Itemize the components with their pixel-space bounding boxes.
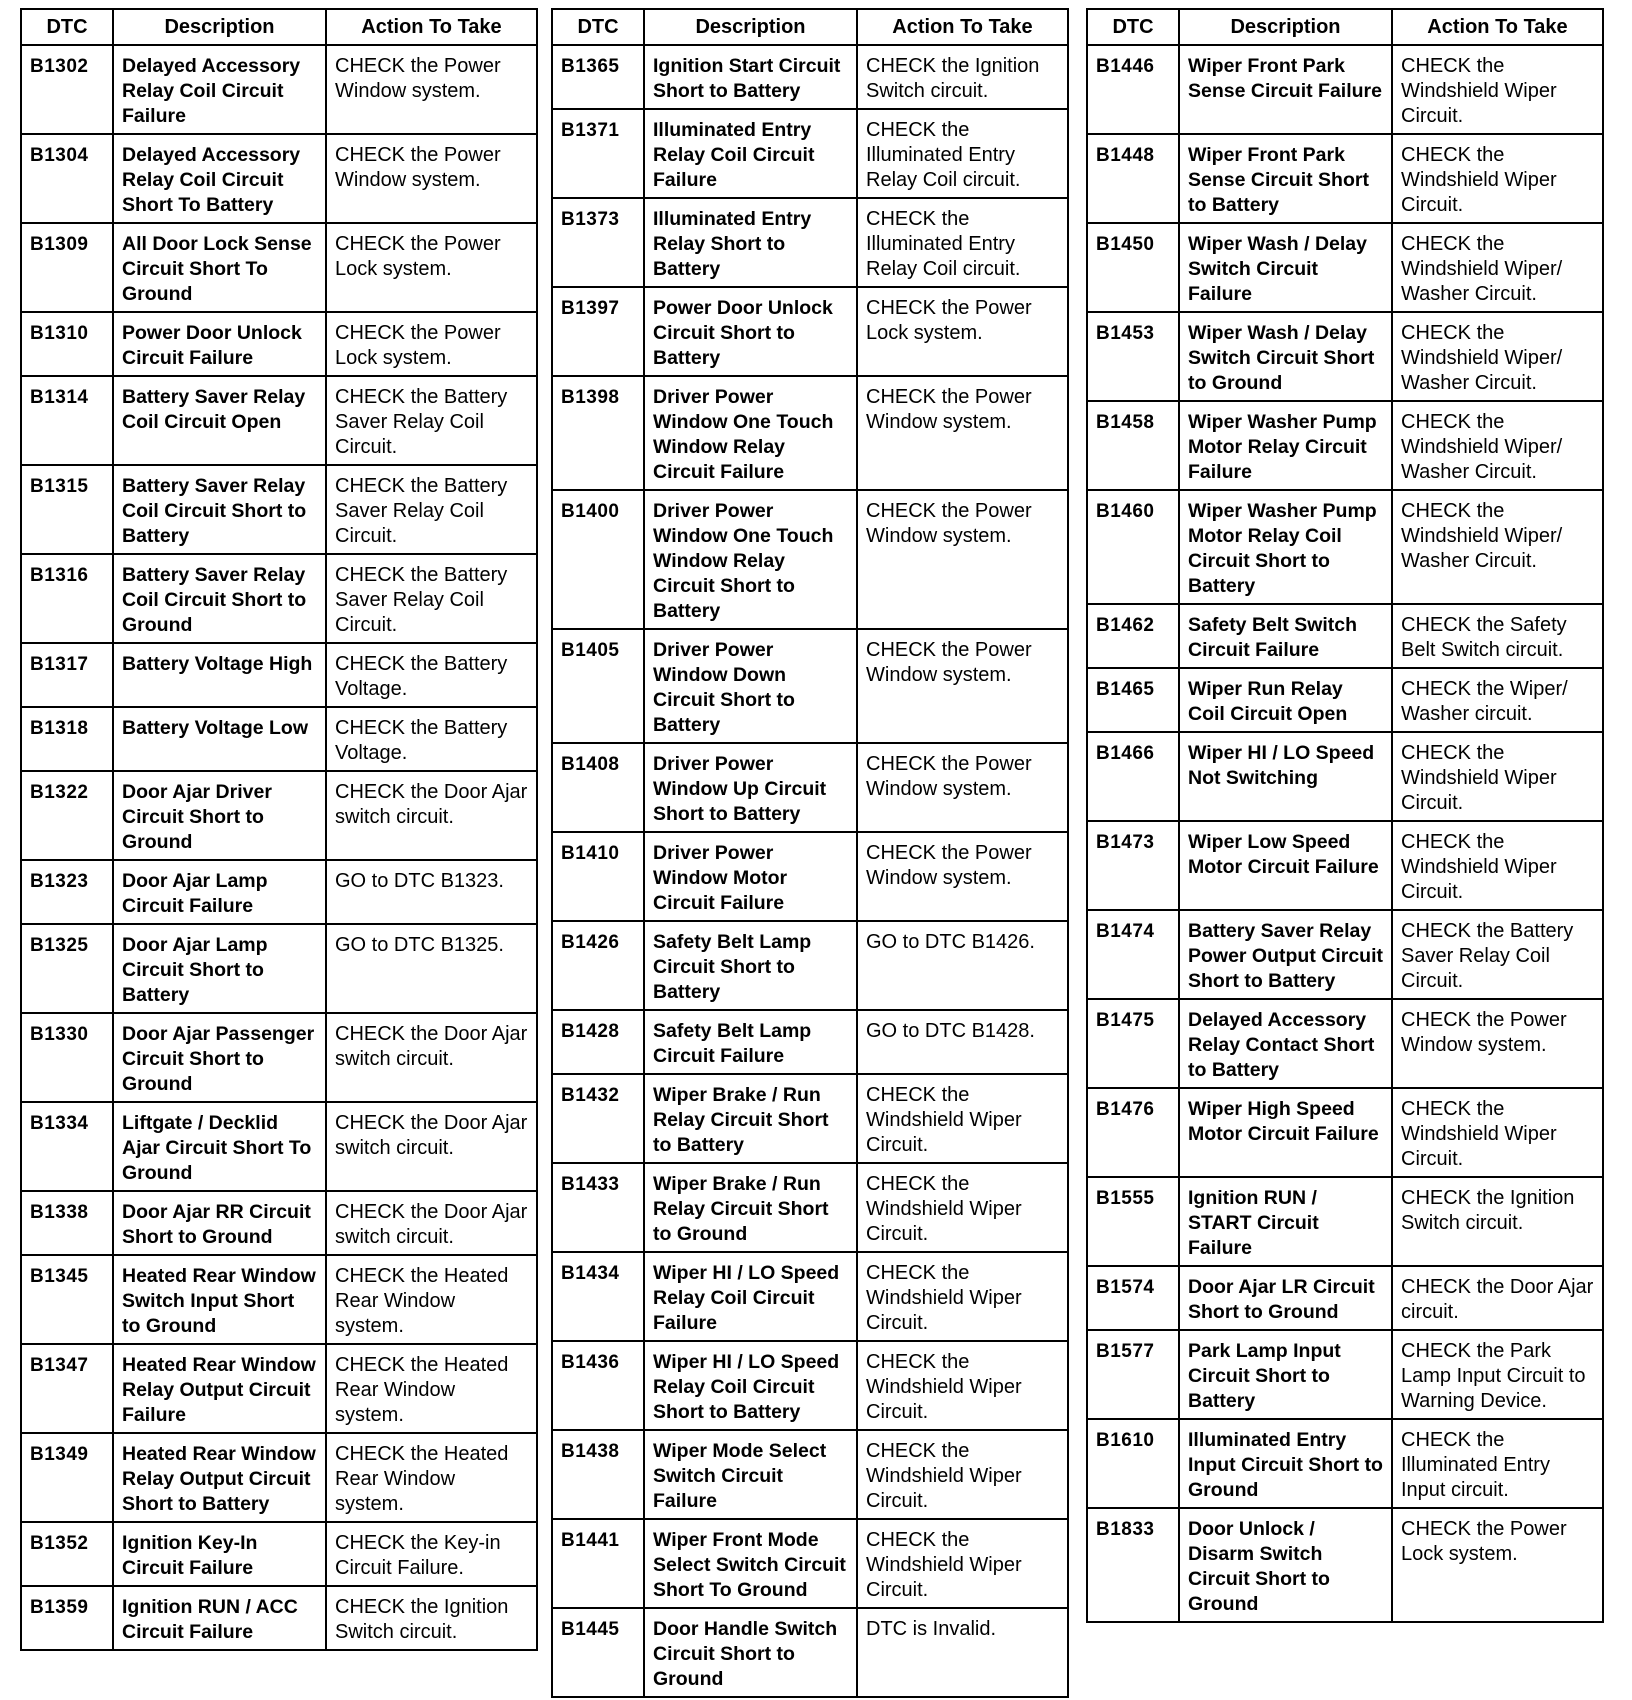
dtc-code-cell: B1465 (1087, 668, 1179, 732)
dtc-code-cell: B1318 (21, 707, 113, 771)
table-row (552, 109, 1068, 198)
table-body (21, 45, 537, 1650)
table-row (21, 312, 537, 376)
description-header: Description (113, 9, 326, 45)
description-cell: Wiper Washer Pump Motor Relay Circuit Failure (1179, 401, 1392, 490)
dtc-code-cell: B1410 (552, 832, 644, 921)
table-row (21, 1433, 537, 1522)
table-header-row (21, 9, 537, 45)
description-cell: Driver Power Window One Touch Window Relay Circuit Failure (644, 376, 857, 490)
dtc-code-cell: B1441 (552, 1519, 644, 1608)
dtc-code-cell: B1338 (21, 1191, 113, 1255)
action-cell: CHECK the Battery Saver Relay Coil Circuit. (326, 376, 537, 465)
dtc-code-cell: B1466 (1087, 732, 1179, 821)
dtc-code-cell: B1433 (552, 1163, 644, 1252)
dtc-code-cell: B1453 (1087, 312, 1179, 401)
table-row (1087, 668, 1603, 732)
table-row (552, 490, 1068, 629)
description-cell: Battery Voltage Low (113, 707, 326, 771)
description-cell: Wiper High Speed Motor Circuit Failure (1179, 1088, 1392, 1177)
action-cell: CHECK the Door Ajar switch circuit. (326, 1013, 537, 1102)
description-cell: Ignition RUN / START Circuit Failure (1179, 1177, 1392, 1266)
table-row (21, 1522, 537, 1586)
table-row (21, 707, 537, 771)
dtc-code-cell: B1574 (1087, 1266, 1179, 1330)
dtc-code-cell: B1577 (1087, 1330, 1179, 1419)
description-cell: Wiper Low Speed Motor Circuit Failure (1179, 821, 1392, 910)
dtc-header: DTC (1087, 9, 1179, 45)
dtc-code-cell: B1325 (21, 924, 113, 1013)
table-row (21, 554, 537, 643)
dtc-code-cell: B1310 (21, 312, 113, 376)
table-row (21, 1191, 537, 1255)
action-cell: CHECK the Illuminated Entry Relay Coil circuit. (857, 109, 1068, 198)
table-row (1087, 821, 1603, 910)
action-cell: CHECK the Ignition Switch circuit. (326, 1586, 537, 1650)
table-row (552, 1074, 1068, 1163)
action-cell: CHECK the Power Window system. (857, 743, 1068, 832)
dtc-code-cell: B1315 (21, 465, 113, 554)
dtc-header: DTC (552, 9, 644, 45)
action-cell: CHECK the Power Window system. (857, 629, 1068, 743)
action-cell: CHECK the Windshield Wiper Circuit. (857, 1074, 1068, 1163)
dtc-code-cell: B1371 (552, 109, 644, 198)
action-cell: CHECK the Battery Voltage. (326, 643, 537, 707)
description-cell: Battery Saver Relay Coil Circuit Open (113, 376, 326, 465)
action-cell: CHECK the Door Ajar circuit. (1392, 1266, 1603, 1330)
table-row (552, 198, 1068, 287)
description-cell: Door Unlock / Disarm Switch Circuit Short to Ground (1179, 1508, 1392, 1622)
dtc-code-cell: B1473 (1087, 821, 1179, 910)
action-cell: CHECK the Power Window system. (857, 376, 1068, 490)
description-cell: Battery Saver Relay Coil Circuit Short to Ground (113, 554, 326, 643)
description-header: Description (644, 9, 857, 45)
description-cell: Wiper Wash / Delay Switch Circuit Failure (1179, 223, 1392, 312)
table-row (552, 921, 1068, 1010)
table-row (1087, 134, 1603, 223)
description-cell: Heated Rear Window Relay Output Circuit Failure (113, 1344, 326, 1433)
table-row (1087, 1088, 1603, 1177)
description-cell: Power Door Unlock Circuit Short to Battery (644, 287, 857, 376)
description-cell: Battery Voltage High (113, 643, 326, 707)
table-row (21, 134, 537, 223)
table-row (1087, 490, 1603, 604)
table-row (21, 465, 537, 554)
description-cell: All Door Lock Sense Circuit Short To Ground (113, 223, 326, 312)
action-cell: CHECK the Battery Voltage. (326, 707, 537, 771)
action-cell: CHECK the Ignition Switch circuit. (857, 45, 1068, 109)
action-cell: CHECK the Windshield Wiper Circuit. (1392, 45, 1603, 134)
dtc-table-column-2 (551, 8, 1069, 1698)
table-row (552, 1519, 1068, 1608)
table-row (1087, 45, 1603, 134)
dtc-code-cell: B1349 (21, 1433, 113, 1522)
dtc-code-cell: B1398 (552, 376, 644, 490)
action-cell: CHECK the Windshield Wiper Circuit. (857, 1519, 1068, 1608)
table-row (1087, 732, 1603, 821)
table-row (1087, 910, 1603, 999)
table-body (1087, 45, 1603, 1622)
description-cell: Wiper Mode Select Switch Circuit Failure (644, 1430, 857, 1519)
description-cell: Heated Rear Window Switch Input Short to Ground (113, 1255, 326, 1344)
description-cell: Door Ajar Driver Circuit Short to Ground (113, 771, 326, 860)
description-cell: Delayed Accessory Relay Coil Circuit Short To Battery (113, 134, 326, 223)
description-cell: Liftgate / Decklid Ajar Circuit Short To Ground (113, 1102, 326, 1191)
description-cell: Driver Power Window Motor Circuit Failure (644, 832, 857, 921)
action-cell: CHECK the Door Ajar switch circuit. (326, 1102, 537, 1191)
table-row (552, 376, 1068, 490)
action-cell: DTC is Invalid. (857, 1608, 1068, 1697)
table-row (1087, 401, 1603, 490)
table-row (1087, 1419, 1603, 1508)
action-cell: CHECK the Windshield Wiper Circuit. (1392, 732, 1603, 821)
table-row (21, 376, 537, 465)
table-row (1087, 604, 1603, 668)
table-row (1087, 1330, 1603, 1419)
description-cell: Battery Saver Relay Power Output Circuit Short to Battery (1179, 910, 1392, 999)
description-cell: Door Ajar LR Circuit Short to Ground (1179, 1266, 1392, 1330)
action-cell: CHECK the Windshield Wiper Circuit. (1392, 821, 1603, 910)
dtc-table-column-3 (1086, 8, 1604, 1623)
action-cell: CHECK the Power Lock system. (326, 223, 537, 312)
action-cell: GO to DTC B1426. (857, 921, 1068, 1010)
action-header: Action To Take (1392, 9, 1603, 45)
description-cell: Illuminated Entry Relay Coil Circuit Failure (644, 109, 857, 198)
description-cell: Wiper Brake / Run Relay Circuit Short to Ground (644, 1163, 857, 1252)
table-header-row (552, 9, 1068, 45)
dtc-code-cell: B1432 (552, 1074, 644, 1163)
description-cell: Illuminated Entry Relay Short to Battery (644, 198, 857, 287)
dtc-code-cell: B1405 (552, 629, 644, 743)
description-cell: Door Ajar Passenger Circuit Short to Ground (113, 1013, 326, 1102)
table-row (552, 743, 1068, 832)
dtc-code-cell: B1359 (21, 1586, 113, 1650)
description-cell: Driver Power Window Down Circuit Short to Battery (644, 629, 857, 743)
action-cell: GO to DTC B1428. (857, 1010, 1068, 1074)
description-cell: Safety Belt Switch Circuit Failure (1179, 604, 1392, 668)
dtc-code-cell: B1475 (1087, 999, 1179, 1088)
table-row (552, 45, 1068, 109)
action-cell: CHECK the Windshield Wiper Circuit. (857, 1430, 1068, 1519)
table-row (1087, 999, 1603, 1088)
action-cell: CHECK the Wiper/ Washer circuit. (1392, 668, 1603, 732)
table-row (21, 1013, 537, 1102)
description-cell: Delayed Accessory Relay Coil Circuit Failure (113, 45, 326, 134)
table-row (21, 45, 537, 134)
action-cell: GO to DTC B1323. (326, 860, 537, 924)
table-row (552, 287, 1068, 376)
description-cell: Ignition Start Circuit Short to Battery (644, 45, 857, 109)
table-row (21, 1586, 537, 1650)
action-cell: CHECK the Windshield Wiper/ Washer Circuit. (1392, 312, 1603, 401)
action-cell: CHECK the Power Window system. (1392, 999, 1603, 1088)
table-row (21, 223, 537, 312)
action-cell: CHECK the Power Lock system. (1392, 1508, 1603, 1622)
action-cell: CHECK the Door Ajar switch circuit. (326, 1191, 537, 1255)
action-cell: CHECK the Power Window system. (857, 490, 1068, 629)
dtc-code-cell: B1555 (1087, 1177, 1179, 1266)
dtc-code-cell: B1322 (21, 771, 113, 860)
table-row (552, 1430, 1068, 1519)
description-cell: Wiper Run Relay Coil Circuit Open (1179, 668, 1392, 732)
dtc-code-cell: B1445 (552, 1608, 644, 1697)
description-cell: Door Handle Switch Circuit Short to Ground (644, 1608, 857, 1697)
table-row (552, 629, 1068, 743)
dtc-code-cell: B1304 (21, 134, 113, 223)
description-cell: Battery Saver Relay Coil Circuit Short to Battery (113, 465, 326, 554)
description-cell: Delayed Accessory Relay Contact Short to Battery (1179, 999, 1392, 1088)
action-cell: CHECK the Door Ajar switch circuit. (326, 771, 537, 860)
table-row (552, 1010, 1068, 1074)
action-cell: CHECK the Power Window system. (326, 45, 537, 134)
table-body (552, 45, 1068, 1697)
dtc-code-cell: B1323 (21, 860, 113, 924)
description-cell: Wiper Front Mode Select Switch Circuit Short To Ground (644, 1519, 857, 1608)
action-header: Action To Take (857, 9, 1068, 45)
dtc-code-cell: B1347 (21, 1344, 113, 1433)
action-cell: CHECK the Windshield Wiper/ Washer Circuit. (1392, 490, 1603, 604)
dtc-code-cell: B1476 (1087, 1088, 1179, 1177)
table-row (552, 1608, 1068, 1697)
dtc-code-cell: B1426 (552, 921, 644, 1010)
table-row (552, 1163, 1068, 1252)
dtc-code-cell: B1833 (1087, 1508, 1179, 1622)
dtc-code-cell: B1330 (21, 1013, 113, 1102)
dtc-code-cell: B1317 (21, 643, 113, 707)
action-cell: CHECK the Windshield Wiper/ Washer Circuit. (1392, 223, 1603, 312)
dtc-code-cell: B1448 (1087, 134, 1179, 223)
dtc-code-cell: B1309 (21, 223, 113, 312)
action-cell: CHECK the Illuminated Entry Relay Coil circuit. (857, 198, 1068, 287)
action-cell: CHECK the Battery Saver Relay Coil Circuit. (1392, 910, 1603, 999)
description-cell: Wiper Brake / Run Relay Circuit Short to Battery (644, 1074, 857, 1163)
description-cell: Wiper Front Park Sense Circuit Short to Battery (1179, 134, 1392, 223)
dtc-code-cell: B1458 (1087, 401, 1179, 490)
action-cell: CHECK the Battery Saver Relay Coil Circuit. (326, 465, 537, 554)
action-cell: CHECK the Heated Rear Window system. (326, 1255, 537, 1344)
description-cell: Wiper HI / LO Speed Relay Coil Circuit Short to Battery (644, 1341, 857, 1430)
dtc-code-cell: B1316 (21, 554, 113, 643)
dtc-code-cell: B1365 (552, 45, 644, 109)
description-cell: Power Door Unlock Circuit Failure (113, 312, 326, 376)
description-cell: Wiper Washer Pump Motor Relay Coil Circuit Short to Battery (1179, 490, 1392, 604)
table-row (1087, 1177, 1603, 1266)
description-cell: Wiper HI / LO Speed Relay Coil Circuit Failure (644, 1252, 857, 1341)
table-row (552, 1341, 1068, 1430)
table-row (21, 924, 537, 1013)
description-cell: Ignition RUN / ACC Circuit Failure (113, 1586, 326, 1650)
table-row (1087, 1508, 1603, 1622)
dtc-code-cell: B1345 (21, 1255, 113, 1344)
action-cell: CHECK the Windshield Wiper Circuit. (857, 1163, 1068, 1252)
table-row (1087, 223, 1603, 312)
action-cell: CHECK the Battery Saver Relay Coil Circuit. (326, 554, 537, 643)
action-cell: CHECK the Power Lock system. (326, 312, 537, 376)
action-cell: CHECK the Windshield Wiper Circuit. (1392, 1088, 1603, 1177)
dtc-code-cell: B1450 (1087, 223, 1179, 312)
action-cell: CHECK the Safety Belt Switch circuit. (1392, 604, 1603, 668)
dtc-code-cell: B1462 (1087, 604, 1179, 668)
action-cell: CHECK the Ignition Switch circuit. (1392, 1177, 1603, 1266)
dtc-code-cell: B1474 (1087, 910, 1179, 999)
action-cell: CHECK the Power Lock system. (857, 287, 1068, 376)
description-cell: Door Ajar Lamp Circuit Failure (113, 860, 326, 924)
table-row (21, 1102, 537, 1191)
table-row (21, 860, 537, 924)
table-row (1087, 1266, 1603, 1330)
dtc-code-cell: B1428 (552, 1010, 644, 1074)
action-cell: CHECK the Illuminated Entry Input circuit. (1392, 1419, 1603, 1508)
action-cell: CHECK the Heated Rear Window system. (326, 1433, 537, 1522)
dtc-code-cell: B1446 (1087, 45, 1179, 134)
action-cell: CHECK the Park Lamp Input Circuit to Warning Device. (1392, 1330, 1603, 1419)
description-cell: Driver Power Window Up Circuit Short to Battery (644, 743, 857, 832)
table-header-row (1087, 9, 1603, 45)
dtc-code-cell: B1334 (21, 1102, 113, 1191)
dtc-code-cell: B1610 (1087, 1419, 1179, 1508)
dtc-code-cell: B1314 (21, 376, 113, 465)
description-cell: Wiper Front Park Sense Circuit Failure (1179, 45, 1392, 134)
action-header: Action To Take (326, 9, 537, 45)
action-cell: CHECK the Windshield Wiper/ Washer Circuit. (1392, 401, 1603, 490)
dtc-code-cell: B1408 (552, 743, 644, 832)
table-row (1087, 312, 1603, 401)
dtc-code-cell: B1460 (1087, 490, 1179, 604)
description-cell: Safety Belt Lamp Circuit Failure (644, 1010, 857, 1074)
dtc-code-cell: B1400 (552, 490, 644, 629)
dtc-code-cell: B1434 (552, 1252, 644, 1341)
action-cell: CHECK the Key-in Circuit Failure. (326, 1522, 537, 1586)
dtc-code-cell: B1352 (21, 1522, 113, 1586)
table-row (552, 1252, 1068, 1341)
action-cell: CHECK the Windshield Wiper Circuit. (1392, 134, 1603, 223)
action-cell: CHECK the Windshield Wiper Circuit. (857, 1341, 1068, 1430)
action-cell: CHECK the Heated Rear Window system. (326, 1344, 537, 1433)
action-cell: CHECK the Windshield Wiper Circuit. (857, 1252, 1068, 1341)
dtc-code-cell: B1397 (552, 287, 644, 376)
action-cell: CHECK the Power Window system. (326, 134, 537, 223)
table-row (552, 832, 1068, 921)
dtc-code-cell: B1436 (552, 1341, 644, 1430)
table-row (21, 1344, 537, 1433)
dtc-code-cell: B1302 (21, 45, 113, 134)
action-cell: CHECK the Power Window system. (857, 832, 1068, 921)
action-cell: GO to DTC B1325. (326, 924, 537, 1013)
description-cell: Illuminated Entry Input Circuit Short to Ground (1179, 1419, 1392, 1508)
description-cell: Door Ajar Lamp Circuit Short to Battery (113, 924, 326, 1013)
dtc-code-cell: B1373 (552, 198, 644, 287)
dtc-code-cell: B1438 (552, 1430, 644, 1519)
description-cell: Heated Rear Window Relay Output Circuit Short to Battery (113, 1433, 326, 1522)
dtc-table-column-1 (20, 8, 538, 1651)
description-cell: Park Lamp Input Circuit Short to Battery (1179, 1330, 1392, 1419)
description-cell: Ignition Key-In Circuit Failure (113, 1522, 326, 1586)
table-row (21, 1255, 537, 1344)
description-header: Description (1179, 9, 1392, 45)
description-cell: Door Ajar RR Circuit Short to Ground (113, 1191, 326, 1255)
table-row (21, 771, 537, 860)
dtc-header: DTC (21, 9, 113, 45)
description-cell: Safety Belt Lamp Circuit Short to Battery (644, 921, 857, 1010)
description-cell: Driver Power Window One Touch Window Relay Circuit Short to Battery (644, 490, 857, 629)
description-cell: Wiper HI / LO Speed Not Switching (1179, 732, 1392, 821)
table-row (21, 643, 537, 707)
description-cell: Wiper Wash / Delay Switch Circuit Short to Ground (1179, 312, 1392, 401)
